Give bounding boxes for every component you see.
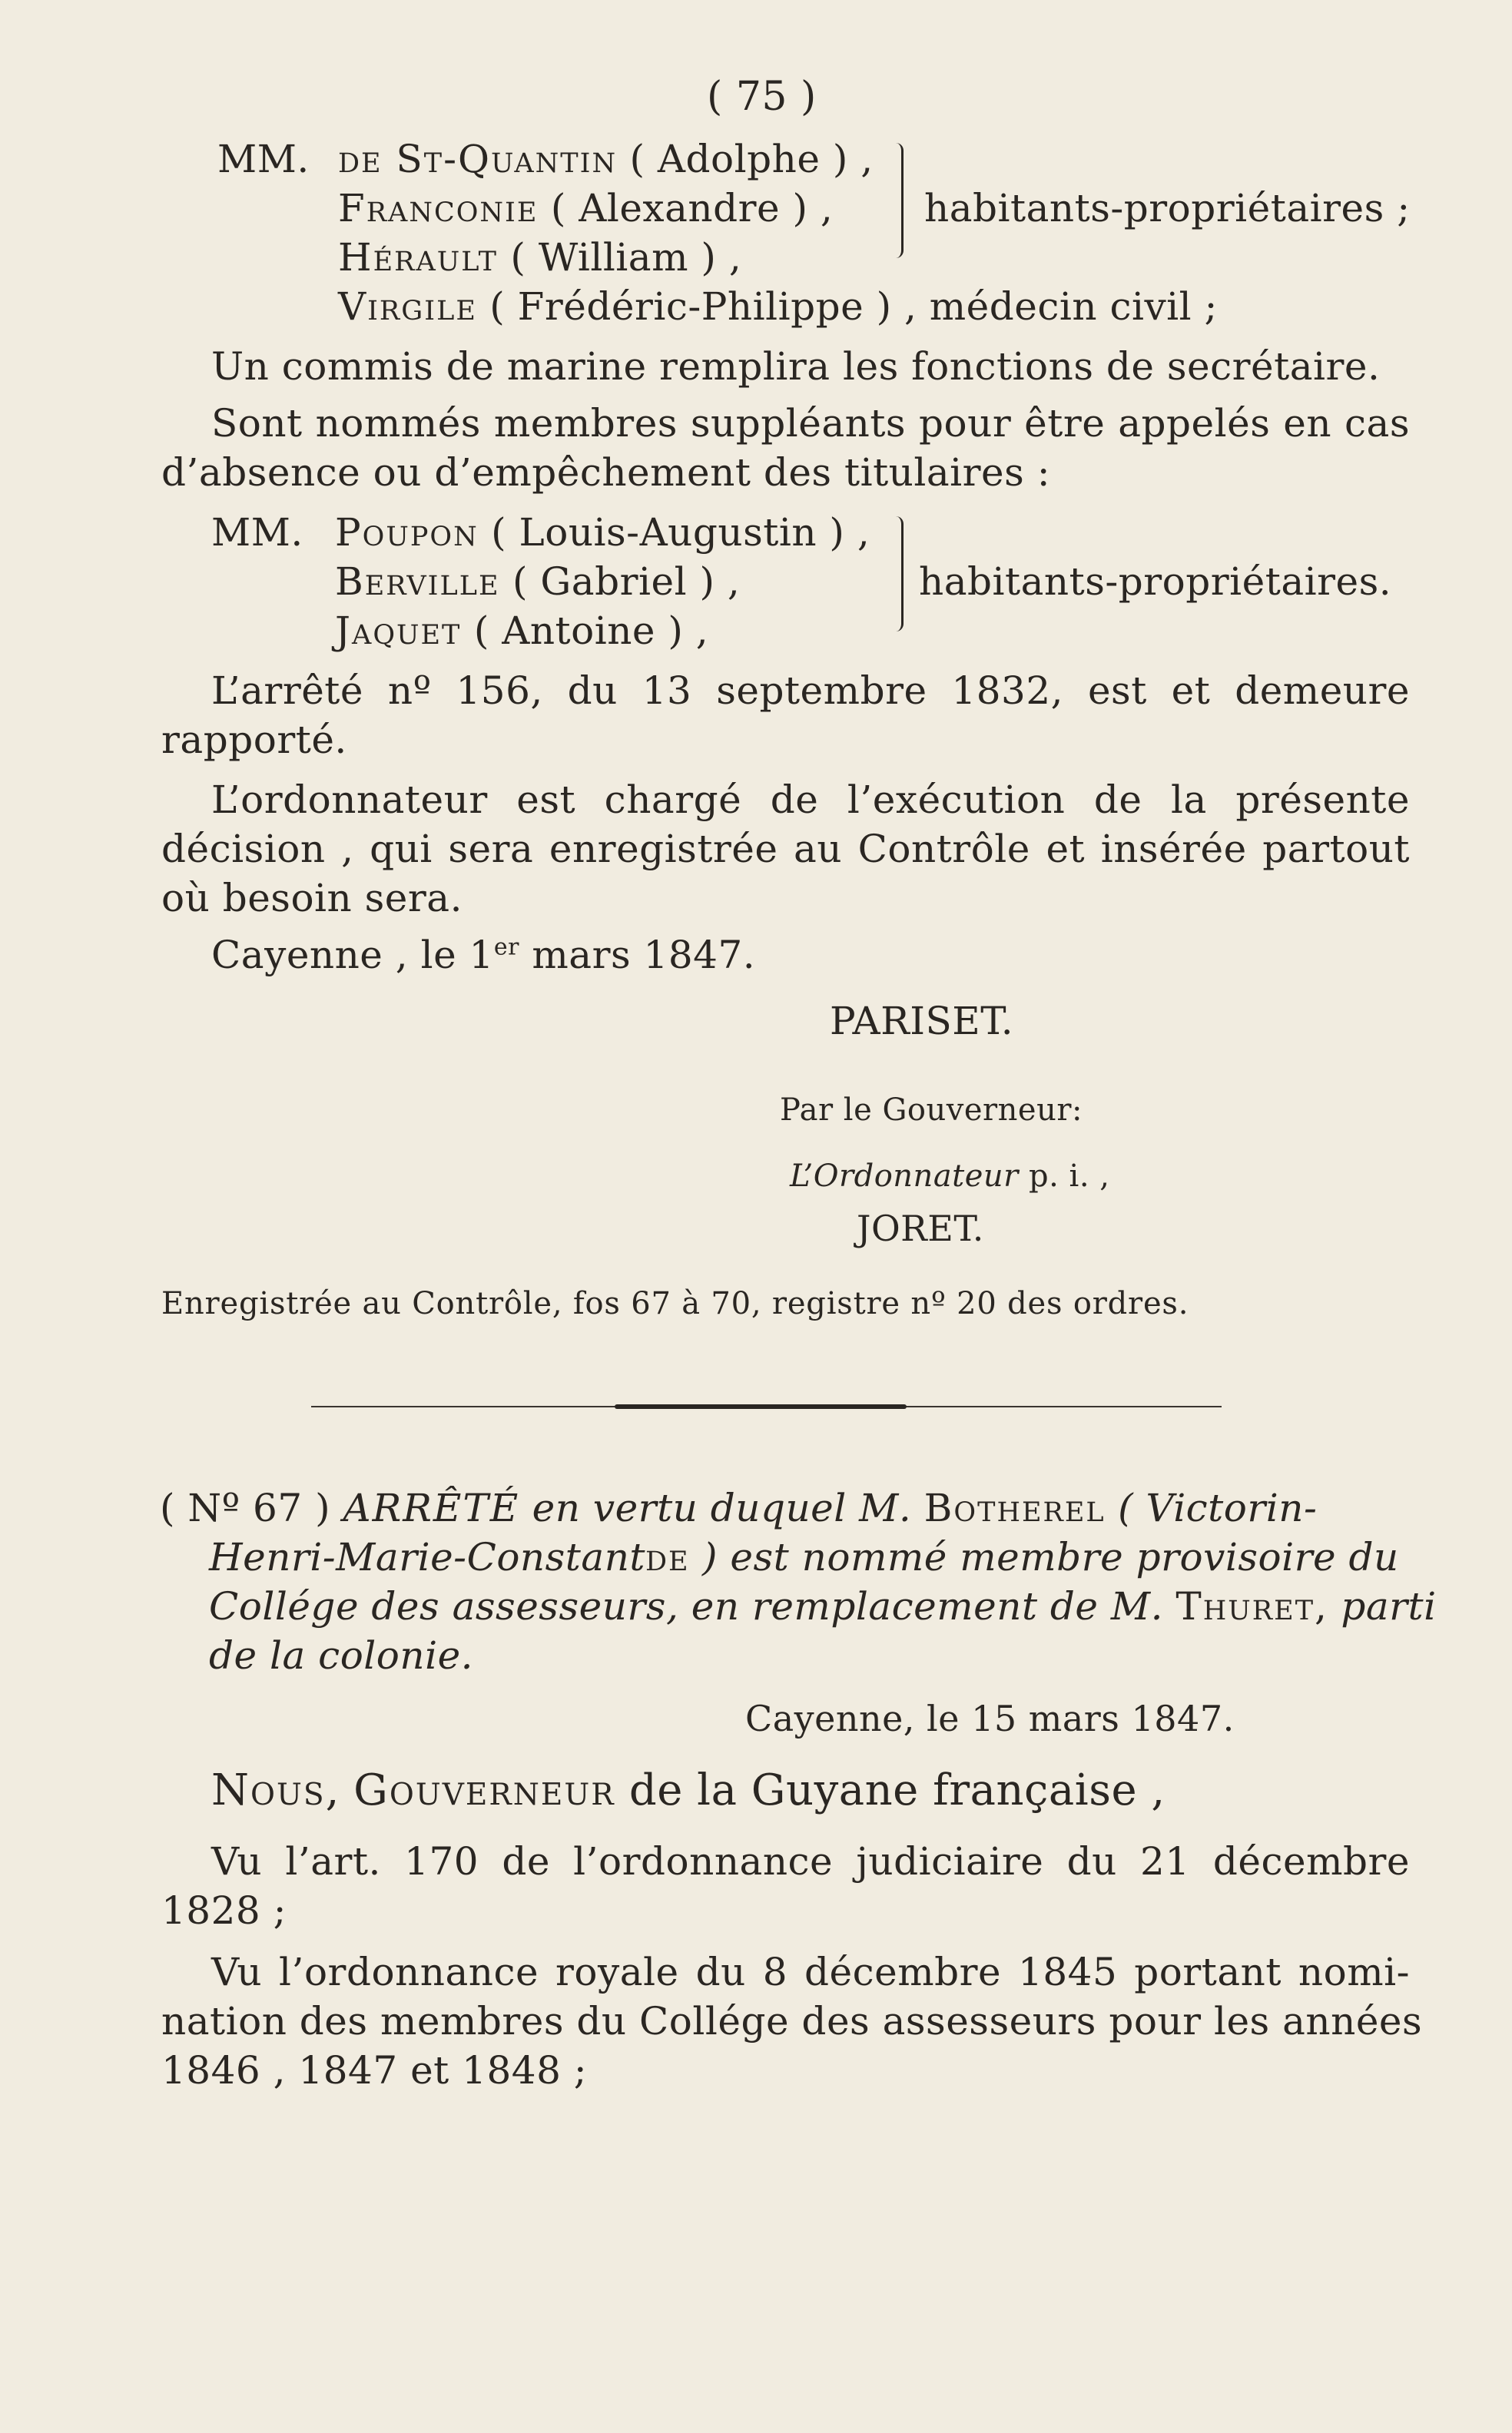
decree-l3a: Collége des assesseurs, en remplacement de M. [209,1584,1164,1629]
guyane-text: de la Guyane française , [615,1765,1166,1815]
list1-last-given: ( Frédéric-Philippe ) , médecin civil ; [489,284,1218,329]
list2-entry-3-given: ( Antoine ) , [473,608,709,653]
date-2: Cayenne, le 15 mars 1847. [745,1698,1235,1739]
list2-entry-1-given: ( Louis-Augustin ) , [491,510,870,555]
vu-2-line-3: 1846 , 1847 et 1848 ; [161,2048,588,2093]
decree-number: ( Nº 67 ) [160,1486,331,1530]
para-arrete-line-1: L’arrêté nº 156, du 13 septembre 1832, est et demeure [211,668,1410,713]
list1-entry-3 [338,234,741,281]
decree-l1b: Botherel [923,1486,1106,1530]
decree-l1c: ( Victorin- [1118,1486,1318,1530]
gouverneur-word: Gouverneur [353,1765,615,1815]
list1-entry-1-given: ( Adolphe ) , [629,137,874,181]
vu-1-line-1: Vu l’art. 170 de l’ordonnance judiciaire du 21 décembre [211,1839,1410,1884]
date-1-sup: er [493,933,519,961]
ordonnateur-line [790,1152,1109,1200]
para-arrete-line-2: rapporté. [161,718,347,762]
vu-2-line-1: Vu l’ordonnance royale du 8 décembre 1845 portant nomi- [211,1950,1410,1994]
para-suppleants-line-2: d’absence ou d’empêchement des titulaires : [161,450,1051,495]
decree-line-1 [160,1484,1317,1532]
list2-entry-1-name: Poupon [335,510,479,555]
list1-last-name: Virgile [338,284,477,329]
decree-l2c: ) est nommé membre provisoire du [702,1535,1399,1579]
list2-entry-3-name: Jaquet [335,608,462,653]
decree-line-3 [209,1583,1437,1630]
list2-entry-2 [335,558,740,605]
list1-entry-2-name: Franconie [338,186,539,230]
list1-entry-1 [338,135,874,183]
nous-word: Nous [211,1765,326,1815]
list1-last [338,283,1218,330]
para-ordonnateur-line-1: L’ordonnateur est chargé de l’exécution de la présente [211,777,1410,822]
nous-comma: , [325,1765,354,1815]
decree-l2a: Henri-Marie-Constant [209,1535,645,1579]
decree-title-word: ARRÊTÉ [343,1486,520,1530]
decree-l2b: de [645,1535,690,1579]
para-ordonnateur-line-2: décision , qui sera enregistrée au Contrôle et insérée partout [161,827,1410,871]
list1-entry-2 [338,184,833,232]
par-le-gouverneur: Par le Gouverneur: [780,1092,1083,1128]
decree-l1a: en vertu duquel M. [532,1486,912,1530]
list2-entry-3 [335,607,708,655]
list2-entry-1 [335,509,870,556]
decree-l3b: Thuret, [1175,1584,1328,1629]
list1-entry-1-name: de St-Quantin [338,137,618,181]
para-secretary: Un commis de marine remplira les fonctions de secrétaire. [211,344,1381,389]
list1-entry-2-given: ( Alexandre ) , [550,186,834,230]
list1-entry-3-given: ( William ) , [510,235,742,280]
signature-pariset: PARISET. [830,999,1014,1043]
list2-entry-2-given: ( Gabriel ) , [512,559,741,604]
nous-gouverneur [211,1767,1166,1815]
decree-line-2 [209,1533,1399,1581]
registered-note: Enregistrée au Contrôle, fos 67 à 70, registre nº 20 des ordres. [161,1286,1189,1321]
list2-role: habitants-propriétaires. [919,559,1392,604]
page-number: ( 75 ) [707,74,817,120]
list1-entry-3-name: Hérault [338,235,499,280]
para-ordonnateur-line-3: où besoin sera. [161,876,463,920]
list2-entry-2-name: Berville [335,559,500,604]
list1-brace [894,143,904,258]
date-1-pre: Cayenne , le 1 [211,933,494,977]
ordonnateur-pi: p. i. , [1018,1158,1110,1194]
list2-brace [894,516,904,631]
separator-rule-center [615,1404,907,1409]
vu-1-line-2: 1828 ; [161,1888,287,1933]
signature-joret: JORET. [857,1208,984,1249]
date-1 [211,931,755,979]
para-suppleants-line-1: Sont nommés membres suppléants pour être appelés en cas [211,401,1410,446]
date-1-post: mars 1847. [519,933,756,977]
ordonnateur-title: L’Ordonnateur [790,1158,1019,1194]
list2-prefix: MM. [211,510,303,555]
list1-role: habitants-propriétaires ; [924,186,1411,230]
vu-2-line-2: nation des membres du Collége des assesseurs pour les années [161,1999,1423,2044]
decree-line-4: de la colonie. [209,1633,474,1678]
decree-l3c: parti [1341,1584,1437,1629]
list1-prefix: MM. [217,137,310,181]
